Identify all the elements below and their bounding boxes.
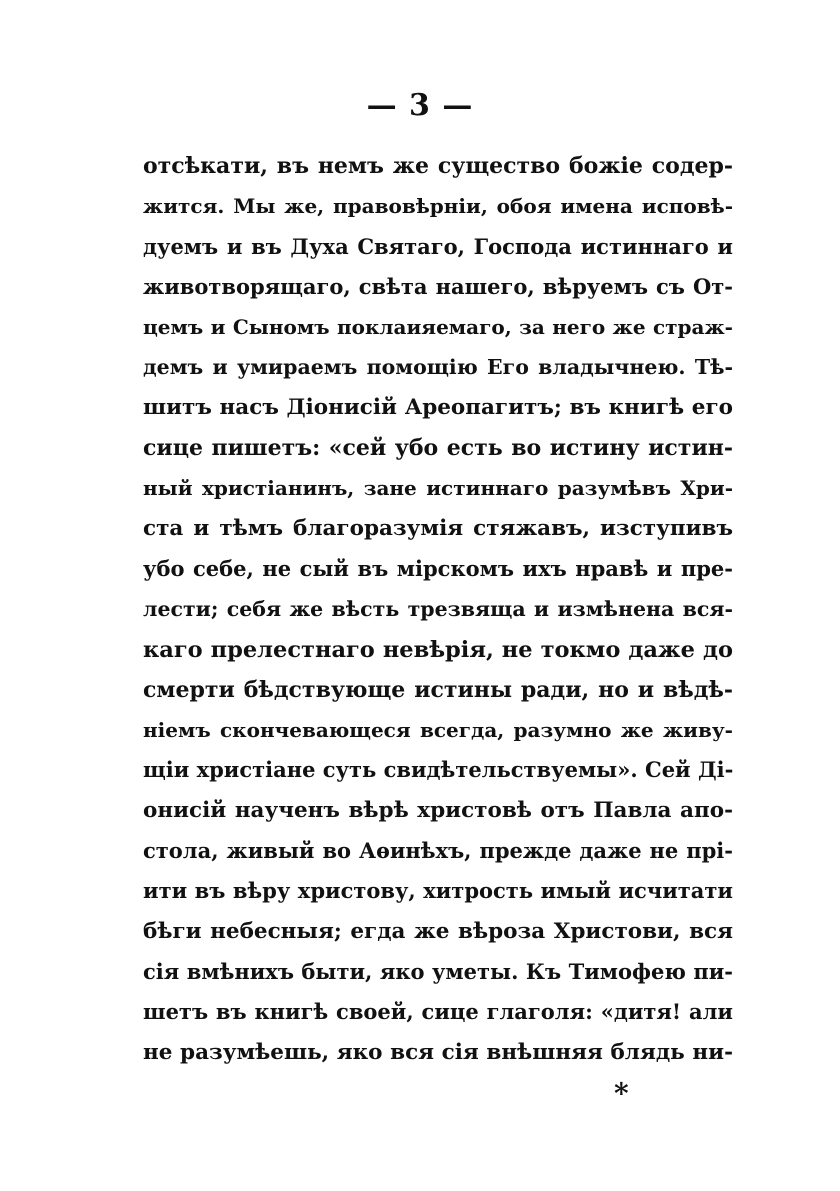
- text-line: каго прелестнаго невѣрія, не токмо даже до: [143, 636, 733, 663]
- text-line: сія вмѣнихъ быти, яко уметы. Къ Тимофею пи-: [143, 958, 733, 984]
- text-line: животворящаго, свѣта нашего, вѣруемъ съ От-: [143, 273, 733, 299]
- text-line: демъ и умираемъ помощію Его владычнею. Тѣ-: [143, 355, 733, 380]
- body-text: [143, 146, 733, 1073]
- text-line: отсѣкати, въ немъ же существо божіе содер-: [143, 153, 733, 179]
- text-line: не разумѣешь, яко вся сія внѣшняя блядь ни-: [143, 1039, 733, 1065]
- text-line: стола, живый во Аѳинѣхъ, прежде даже не прі-: [143, 838, 733, 864]
- page-number: — 3 —: [366, 88, 474, 123]
- text-line: шитъ насъ Діонисій Ареопагитъ; въ книгѣ его: [143, 394, 733, 420]
- signature-mark: *: [614, 1077, 629, 1110]
- text-line: щіи христіане суть свидѣтельствуемы». Сей Ді-: [143, 757, 733, 783]
- text-line: онисій наученъ вѣрѣ христовѣ отъ Павла апо-: [143, 797, 733, 823]
- text-line: жится. Мы же, правовѣрніи, обоя имена исповѣ-: [143, 194, 733, 219]
- text-line: смерти бѣдствующе истины ради, но и вѣдѣ-: [143, 676, 733, 703]
- text-line: сице пишетъ: «сей убо есть во истину истин-: [143, 435, 733, 462]
- text-line: ити въ вѣру христову, хитрость имый исчитати: [143, 878, 733, 904]
- text-line: лести; себя же вѣсть трезвяща и измѣнена вся-: [143, 597, 733, 622]
- text-line: цемъ и Сыномъ поклаияемаго, за него же страж-: [143, 315, 733, 340]
- text-line: дуемъ и въ Духа Святаго, Господа истиннаго и: [143, 233, 733, 259]
- text-line: ный христіанинъ, зане истиннаго разумѣвъ Хри-: [143, 476, 733, 501]
- text-line: ніемъ скончевающеся всегда, разумно же живу-: [143, 718, 733, 743]
- text-line: шетъ въ книгѣ своей, сице глаголя: «дитя! али: [143, 999, 733, 1025]
- text-line: бѣги небесныя; егда же вѣроза Христови, вся: [143, 918, 733, 944]
- text-line: ста и тѣмъ благоразумія стяжавъ, изступивъ: [143, 515, 733, 541]
- text-line: убо себе, не сый въ мірскомъ ихъ нравѣ и пре-: [143, 555, 733, 581]
